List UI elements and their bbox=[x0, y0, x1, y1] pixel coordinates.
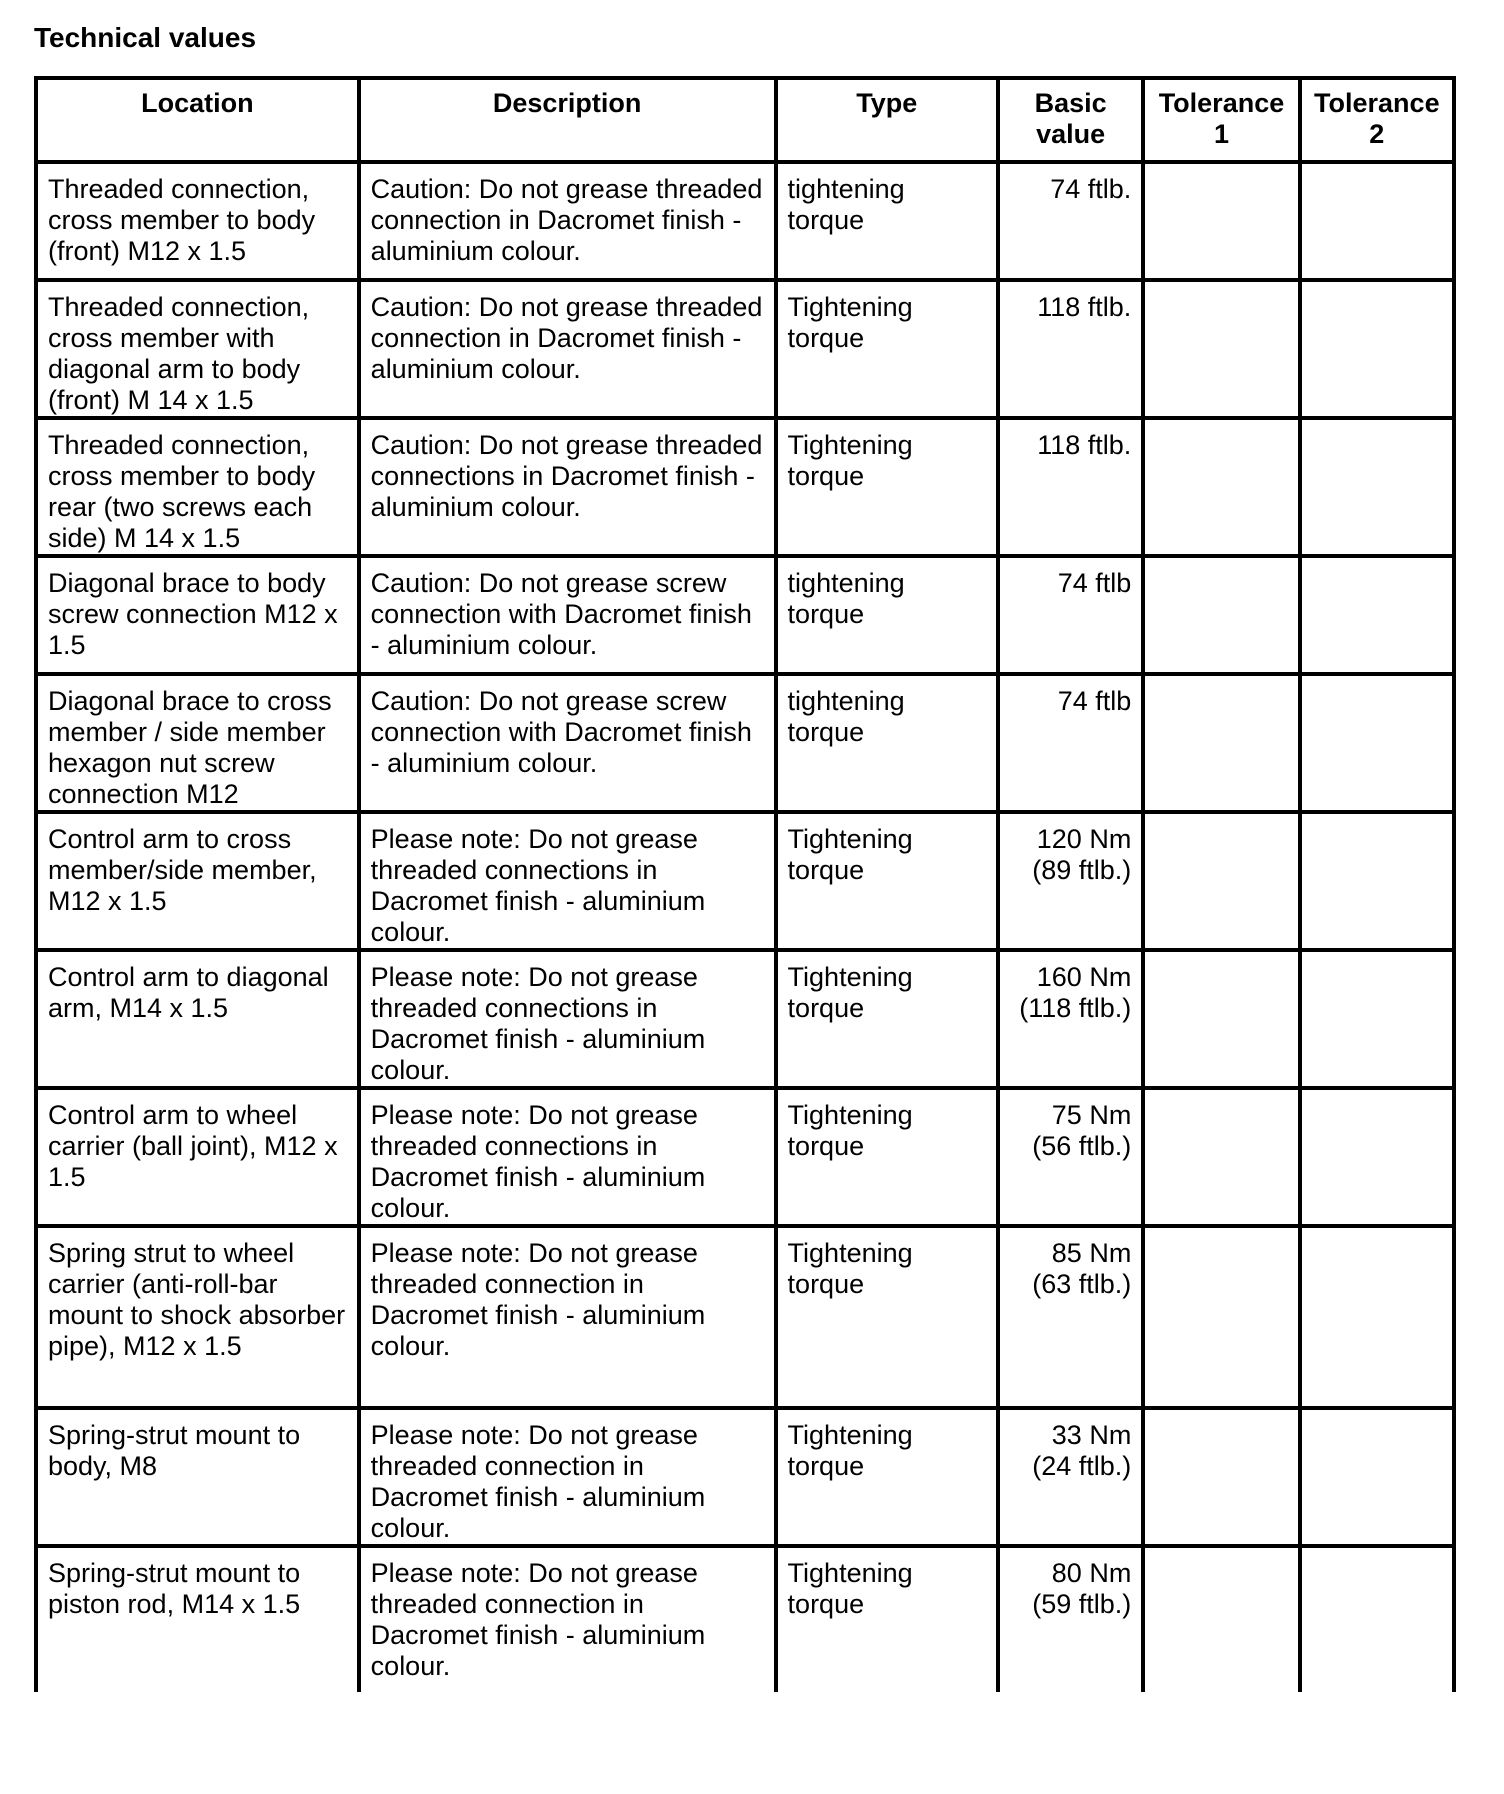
cell-description: Please note: Do not grease threaded connections in Dacromet finish - aluminium colour. bbox=[359, 950, 776, 1088]
header-basic-value: Basic value bbox=[998, 78, 1143, 162]
cell-description: Please note: Do not grease threaded connection in Dacromet finish - aluminium colour. bbox=[359, 1226, 776, 1408]
cell-location: Spring-strut mount to piston rod, M14 x 1.5 bbox=[36, 1546, 359, 1692]
cell-basic-value: 120 Nm (89 ftlb.) bbox=[998, 812, 1143, 950]
cell-location: Threaded connection, cross member to body (front) M12 x 1.5 bbox=[36, 162, 359, 280]
cell-location: Spring strut to wheel carrier (anti-roll-bar mount to shock absorber pipe), M12 x 1.5 bbox=[36, 1226, 359, 1408]
cell-basic-value: 74 ftlb bbox=[998, 674, 1143, 812]
cell-location: Spring-strut mount to body, M8 bbox=[36, 1408, 359, 1546]
cell-type: Tightening torque bbox=[776, 1408, 998, 1546]
cell-tolerance-1 bbox=[1143, 1088, 1299, 1226]
table-row bbox=[36, 418, 1454, 556]
cell-tolerance-2 bbox=[1300, 418, 1454, 556]
cell-tolerance-1 bbox=[1143, 950, 1299, 1088]
cell-tolerance-1 bbox=[1143, 1226, 1299, 1408]
cell-tolerance-1 bbox=[1143, 1546, 1299, 1692]
table-row bbox=[36, 812, 1454, 950]
table-row bbox=[36, 674, 1454, 812]
cell-location: Control arm to wheel carrier (ball joint), M12 x 1.5 bbox=[36, 1088, 359, 1226]
cell-basic-value: 80 Nm (59 ftlb.) bbox=[998, 1546, 1143, 1692]
table-row bbox=[36, 556, 1454, 674]
cell-basic-value: 33 Nm (24 ftlb.) bbox=[998, 1408, 1143, 1546]
cell-description: Caution: Do not grease threaded connection in Dacromet finish - aluminium colour. bbox=[359, 162, 776, 280]
cell-location: Control arm to diagonal arm, M14 x 1.5 bbox=[36, 950, 359, 1088]
header-type: Type bbox=[776, 78, 998, 162]
cell-tolerance-1 bbox=[1143, 812, 1299, 950]
cell-tolerance-2 bbox=[1300, 674, 1454, 812]
cell-type: Tightening torque bbox=[776, 1088, 998, 1226]
cell-location: Threaded connection, cross member with diagonal arm to body (front) M 14 x 1.5 bbox=[36, 280, 359, 418]
table-row bbox=[36, 280, 1454, 418]
header-description: Description bbox=[359, 78, 776, 162]
cell-basic-value: 160 Nm (118 ftlb.) bbox=[998, 950, 1143, 1088]
cell-tolerance-1 bbox=[1143, 674, 1299, 812]
cell-type: tightening torque bbox=[776, 162, 998, 280]
cell-type: Tightening torque bbox=[776, 812, 998, 950]
page-title: Technical values bbox=[34, 22, 257, 53]
cell-tolerance-1 bbox=[1143, 418, 1299, 556]
cell-basic-value: 74 ftlb bbox=[998, 556, 1143, 674]
table-row bbox=[36, 1088, 1454, 1226]
table-row bbox=[36, 1546, 1454, 1692]
table-row bbox=[36, 162, 1454, 280]
cell-description: Please note: Do not grease threaded connection in Dacromet finish - aluminium colour. bbox=[359, 1546, 776, 1692]
cell-basic-value: 118 ftlb. bbox=[998, 280, 1143, 418]
table-row bbox=[36, 1408, 1454, 1546]
cell-type: tightening torque bbox=[776, 674, 998, 812]
cell-basic-value: 75 Nm (56 ftlb.) bbox=[998, 1088, 1143, 1226]
table-row bbox=[36, 1226, 1454, 1408]
cell-description: Caution: Do not grease threaded connection in Dacromet finish - aluminium colour. bbox=[359, 280, 776, 418]
cell-basic-value: 85 Nm (63 ftlb.) bbox=[998, 1226, 1143, 1408]
cell-type: Tightening torque bbox=[776, 1546, 998, 1692]
header-tolerance-2: Tolerance 2 bbox=[1300, 78, 1454, 162]
cell-basic-value: 118 ftlb. bbox=[998, 418, 1143, 556]
cell-location: Control arm to cross member/side member, M12 x 1.5 bbox=[36, 812, 359, 950]
cell-tolerance-1 bbox=[1143, 556, 1299, 674]
header-location: Location bbox=[36, 78, 359, 162]
cell-location: Threaded connection, cross member to body rear (two screws each side) M 14 x 1.5 bbox=[36, 418, 359, 556]
cell-basic-value: 74 ftlb. bbox=[998, 162, 1143, 280]
cell-description: Caution: Do not grease screw connection with Dacromet finish - aluminium colour. bbox=[359, 674, 776, 812]
cell-location: Diagonal brace to cross member / side member hexagon nut screw connection M12 bbox=[36, 674, 359, 812]
cell-tolerance-1 bbox=[1143, 280, 1299, 418]
cell-tolerance-2 bbox=[1300, 950, 1454, 1088]
technical-values-table bbox=[34, 76, 1456, 1692]
cell-tolerance-2 bbox=[1300, 1088, 1454, 1226]
header-tolerance-1: Tolerance 1 bbox=[1143, 78, 1299, 162]
table-row bbox=[36, 950, 1454, 1088]
cell-tolerance-1 bbox=[1143, 162, 1299, 280]
cell-description: Caution: Do not grease threaded connections in Dacromet finish - aluminium colour. bbox=[359, 418, 776, 556]
cell-tolerance-2 bbox=[1300, 812, 1454, 950]
cell-tolerance-2 bbox=[1300, 162, 1454, 280]
cell-description: Please note: Do not grease threaded connections in Dacromet finish - aluminium colour. bbox=[359, 812, 776, 950]
cell-tolerance-1 bbox=[1143, 1408, 1299, 1546]
cell-description: Caution: Do not grease screw connection with Dacromet finish - aluminium colour. bbox=[359, 556, 776, 674]
cell-type: Tightening torque bbox=[776, 950, 998, 1088]
cell-type: tightening torque bbox=[776, 556, 998, 674]
cell-description: Please note: Do not grease threaded connections in Dacromet finish - aluminium colour. bbox=[359, 1088, 776, 1226]
cell-tolerance-2 bbox=[1300, 1408, 1454, 1546]
cell-tolerance-2 bbox=[1300, 280, 1454, 418]
cell-type: Tightening torque bbox=[776, 280, 998, 418]
cell-type: Tightening torque bbox=[776, 1226, 998, 1408]
cell-description: Please note: Do not grease threaded connection in Dacromet finish - aluminium colour. bbox=[359, 1408, 776, 1546]
cell-tolerance-2 bbox=[1300, 1546, 1454, 1692]
cell-location: Diagonal brace to body screw connection M12 x 1.5 bbox=[36, 556, 359, 674]
cell-tolerance-2 bbox=[1300, 556, 1454, 674]
cell-type: Tightening torque bbox=[776, 418, 998, 556]
table-header-row bbox=[36, 78, 1454, 162]
cell-tolerance-2 bbox=[1300, 1226, 1454, 1408]
